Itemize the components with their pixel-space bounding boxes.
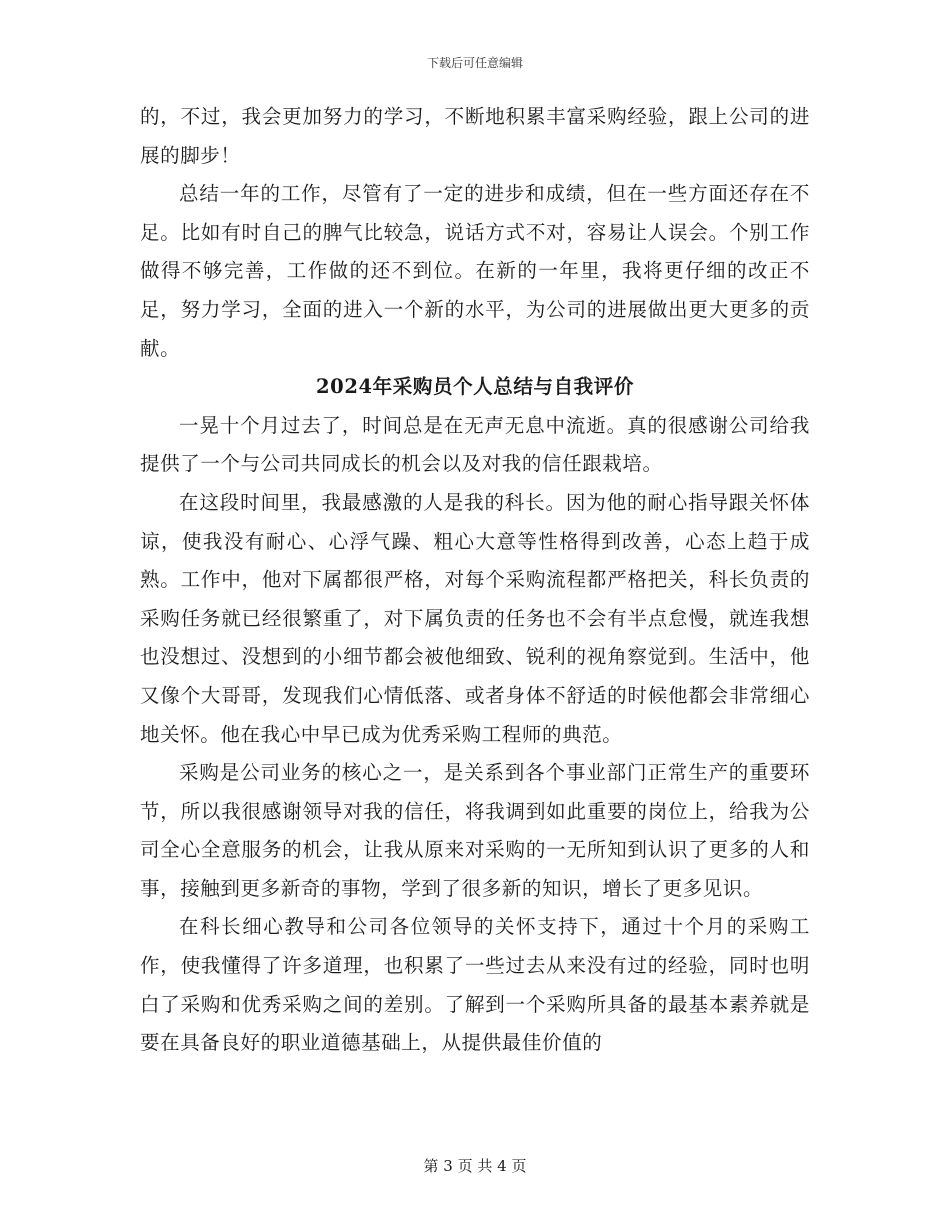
paragraph-continued: 的，不过，我会更加努力的学习，不断地积累丰富采购经验，跟上公司的进展的脚步！ (140, 105, 810, 167)
page-header: 下载后可任意编辑 (426, 56, 523, 70)
paragraph-procurement-role: 采购是公司业务的核心之一，是关系到各个事业部门正常生产的重要环节，所以我很感谢领导对我的信任，将我调到如此重要的岗位上，给我为公司全心全意服务的机会，让我从原来对采购的一无所知到认识了更多的人和事，接触到更多新奇的事物，学到了很多新的知识，增长了更多见识。 (140, 761, 810, 900)
paragraph-intro: 一晃十个月过去了，时间总是在无声无息中流逝。真的很感谢公司给我提供了一个与公司共同成长的机会以及对我的信任跟栽培。 (140, 413, 810, 476)
document-body (140, 98, 810, 1063)
paragraph-experience: 在科长细心教导和公司各位领导的关怀支持下，通过十个月的采购工作，使我懂得了许多道理，也积累了一些过去从来没有过的经验，同时也明白了采购和优秀采购之间的差别。了解到一个采购所具备的最基本素养就是要在具备良好的职业道德基础上，从提供最佳价值的 (140, 915, 810, 1055)
paragraph-summary: 总结一年的工作，尽管有了一定的进步和成绩，但在一些方面还存在不足。比如有时自己的脾气比较急，说话方式不对，容易让人误会。个别工作做得不够完善，工作做的还不到位。在新的一年里，我将更仔细的改正不足，努力学习，全面的进入一个新的水平，为公司的进展做出更大更多的贡献。 (140, 182, 810, 360)
section-title: 2024年采购员个人总结与自我评价 (316, 375, 634, 399)
paragraph-supervisor: 在这段时间里，我最感激的人是我的科长。因为他的耐心指导跟关怀体谅，使我没有耐心、心浮气躁、粗心大意等性格得到改善，心态上趋于成熟。工作中，他对下属都很严格，对每个采购流程都严格把关，科长负责的采购任务就已经很繁重了，对下属负责的任务也不会有半点怠慢，就连我想也没想过、没想到的小细节都会被他细致、锐利的视角察觉到。生活中，他又像个大哥哥，发现我们心情低落、或者身体不舒适的时候他都会非常细心地关怀。他在我心中早已成为优秀采购工程师的典范。 (140, 490, 810, 746)
page-number: 第 3 页 共 4 页 (423, 1157, 527, 1175)
